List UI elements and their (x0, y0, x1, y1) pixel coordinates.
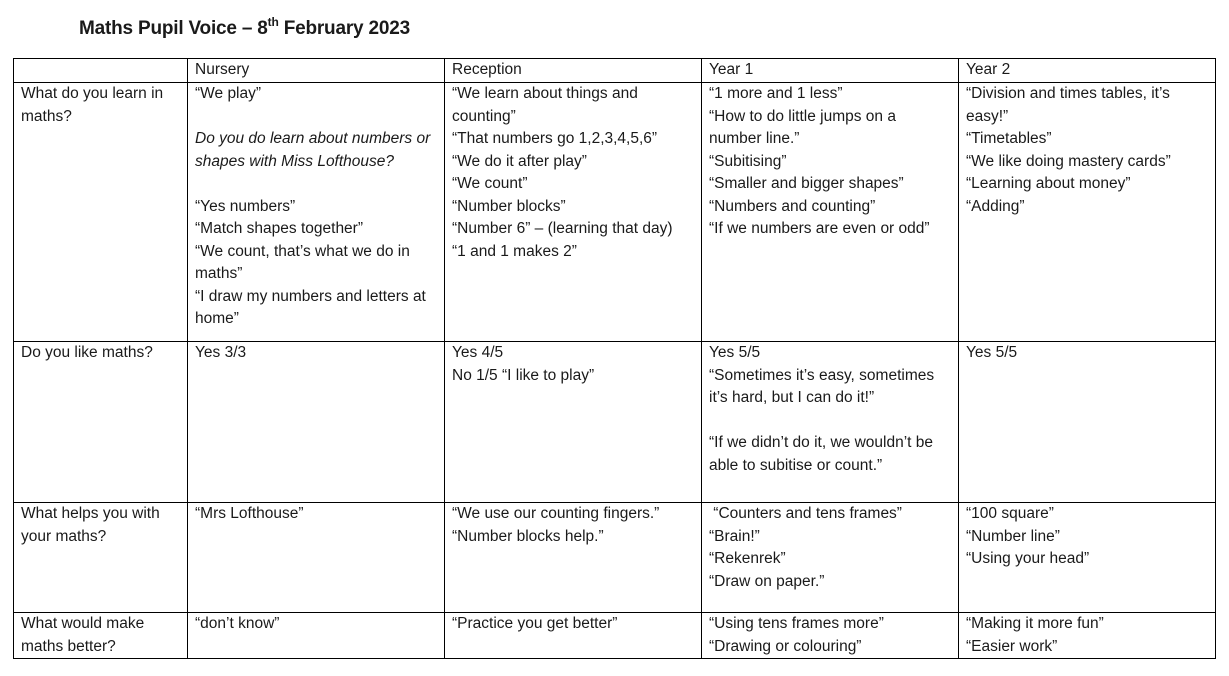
response-line: “Number line” (966, 527, 1060, 545)
table-row (14, 613, 1216, 659)
response-line: “We count, that’s what we do in maths” (195, 242, 410, 282)
year2-cell (959, 83, 1216, 342)
response-line: “Match shapes together” (195, 220, 364, 237)
response-line: “Drawing or colouring” (709, 637, 862, 655)
title-suffix: February 2023 (278, 18, 410, 39)
response-line: “Timetables” (966, 130, 1052, 147)
pupil-voice-table (13, 58, 1216, 659)
response-line: “Mrs Lofthouse” (195, 505, 304, 522)
response-line: “Making it more fun” (966, 615, 1104, 632)
response-line: “Number 6” – (learning that day) (452, 220, 673, 237)
header-cell-nursery: Nursery (188, 59, 445, 83)
spacer (709, 410, 951, 433)
response-line: “We play” (195, 85, 262, 102)
response-line: “Easier work” (966, 637, 1058, 655)
response-line: No 1/5 “I like to play” (452, 366, 595, 384)
response-line: Yes 3/3 (195, 344, 247, 361)
response-line: “Rekenrek” (709, 550, 786, 567)
response-line: Yes 4/5 (452, 344, 504, 361)
year2-cell (959, 613, 1216, 659)
response-line: “1 more and 1 less” (709, 85, 843, 102)
nursery-cell (188, 342, 445, 503)
spacer (195, 173, 437, 196)
response-line: “I draw my numbers and letters at home” (195, 287, 426, 327)
response-line: “Adding” (966, 197, 1025, 215)
response-line: “We learn about things and counting” (452, 85, 638, 125)
page-title (79, 15, 410, 40)
response-line: “Practice you get better” (452, 615, 618, 632)
response-line: “How to do little jumps on a number line.” (709, 107, 896, 147)
year1-cell (702, 613, 959, 659)
header-cell-year1: Year 1 (702, 59, 959, 83)
response-line: “Counters and tens frames” (709, 505, 902, 522)
response-line: “Sometimes it’s easy, sometimes it’s hard, but I can do it!” (709, 366, 935, 406)
response-line: “Number blocks” (452, 197, 566, 215)
reception-cell (445, 503, 702, 613)
spacer (195, 106, 437, 129)
response-line: “Number blocks help.” (452, 527, 604, 545)
table-row (14, 503, 1216, 613)
response-line: “If we numbers are even or odd” (709, 220, 930, 237)
year2-cell (959, 503, 1216, 613)
response-line: “Division and times tables, it’s easy!” (966, 85, 1170, 125)
header-cell-empty (14, 59, 188, 83)
teacher-question: Do you do learn about numbers or shapes with Miss Lofthouse? (195, 130, 431, 170)
nursery-cell (188, 613, 445, 659)
response-line: Yes 5/5 (709, 344, 761, 361)
response-line: “100 square” (966, 505, 1054, 522)
table-row (14, 83, 1216, 342)
question-cell: Do you like maths? (14, 342, 188, 503)
response-line: “Brain!” (709, 527, 760, 545)
question-cell: What would make maths better? (14, 613, 188, 659)
title-superscript: th (267, 15, 279, 29)
response-line: “We do it after play” (452, 152, 587, 170)
year1-cell (702, 83, 959, 342)
table-row (14, 342, 1216, 503)
response-line: “Numbers and counting” (709, 197, 876, 215)
year1-cell (702, 342, 959, 503)
nursery-cell (188, 503, 445, 613)
response-line: “Smaller and bigger shapes” (709, 175, 904, 192)
question-cell: What helps you with your maths? (14, 503, 188, 613)
header-cell-reception: Reception (445, 59, 702, 83)
header-cell-year2: Year 2 (959, 59, 1216, 83)
response-line: “We like doing mastery cards” (966, 152, 1171, 170)
response-line: “We use our counting fingers.” (452, 505, 660, 522)
reception-cell (445, 83, 702, 342)
response-line: “Using tens frames more” (709, 615, 884, 632)
response-line: “don’t know” (195, 615, 280, 632)
year2-cell (959, 342, 1216, 503)
title-prefix: Maths Pupil Voice – 8 (79, 18, 268, 39)
nursery-cell (188, 83, 445, 342)
response-line: “We count” (452, 175, 528, 192)
year1-cell (702, 503, 959, 613)
response-line: “Using your head” (966, 550, 1090, 567)
response-line: “Learning about money” (966, 175, 1131, 192)
reception-cell (445, 613, 702, 659)
response-line: “Draw on paper.” (709, 572, 825, 590)
response-line: “1 and 1 makes 2” (452, 242, 577, 260)
table-header-row (14, 59, 1216, 83)
response-line: “That numbers go 1,2,3,4,5,6” (452, 130, 658, 147)
response-line: “Yes numbers” (195, 197, 296, 215)
reception-cell (445, 342, 702, 503)
response-line: “If we didn’t do it, we wouldn’t be able to subitise or count.” (709, 434, 934, 474)
response-line: “Subitising” (709, 152, 787, 170)
question-cell: What do you learn in maths? (14, 83, 188, 342)
response-line: Yes 5/5 (966, 344, 1018, 361)
